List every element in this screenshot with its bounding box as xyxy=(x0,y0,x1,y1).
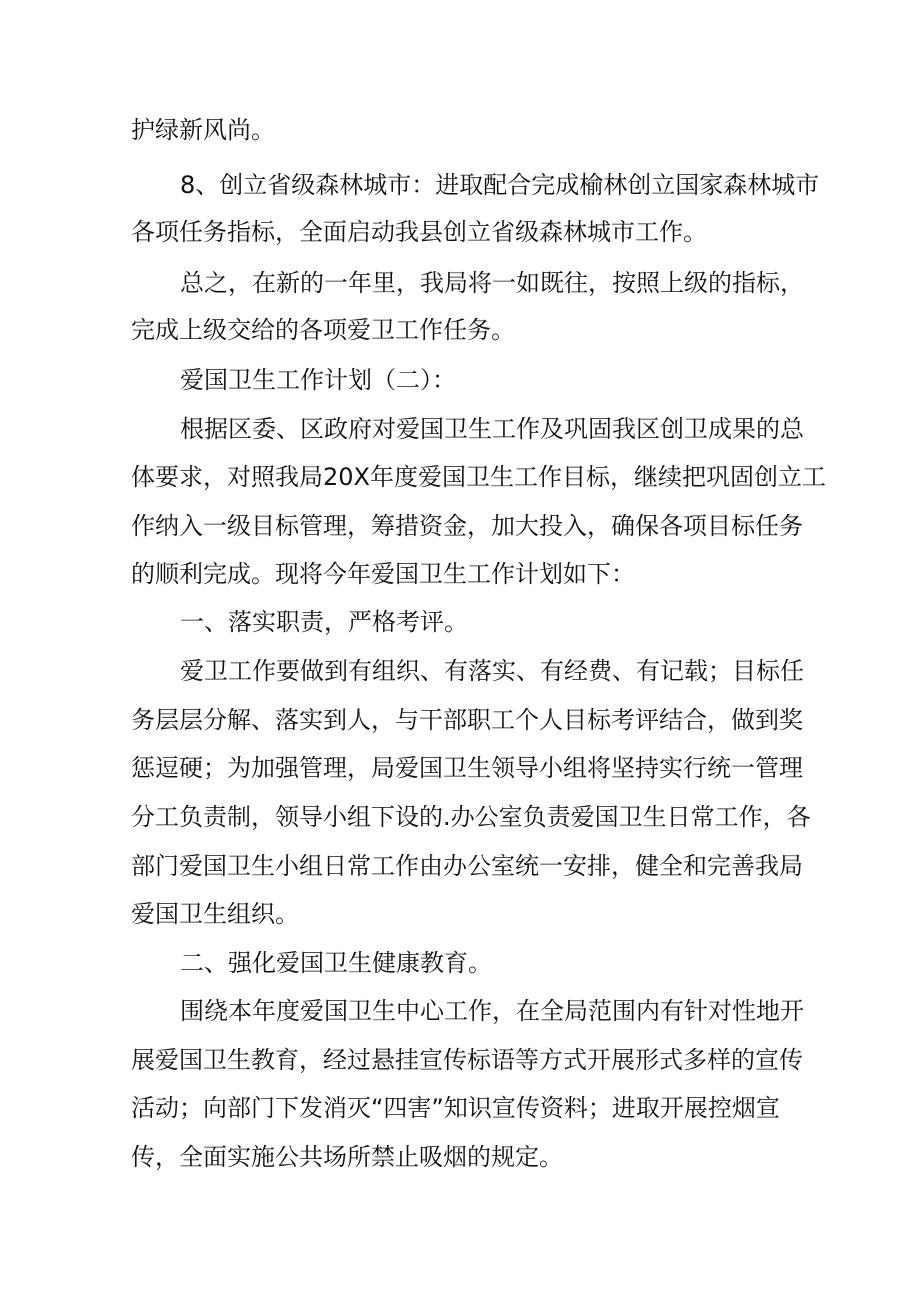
section-heading: 二、强化爱国卫生健康教育。 xyxy=(180,949,492,977)
text-line: 总之，在新的一年里，我局将一如既往，按照上级的指标， xyxy=(180,269,804,297)
text-line: 围绕本年度爱国卫生中心工作，在全局范围内有针对性地开 xyxy=(180,997,804,1025)
text-line: 惩逗硬；为加强管理，局爱国卫生领导小组将坚持实行统一管理 xyxy=(131,754,803,782)
text-line: 完成上级交给的各项爱卫工作任务。 xyxy=(131,316,515,344)
text-line: 各项任务指标，全面启动我县创立省级森林城市工作。 xyxy=(131,218,707,246)
text-line: 作纳入一级目标管理，筹措资金，加大投入，确保各项目标任务 xyxy=(131,512,803,540)
text-line: 展爱国卫生教育，经过悬挂宣传标语等方式开展形式多样的宣传 xyxy=(131,1046,803,1074)
text-line: 爱卫工作要做到有组织、有落实、有经费、有记载；目标任 xyxy=(180,657,804,685)
text-line: 分工负责制，领导小组下设的.办公室负责爱国卫生日常工作，各 xyxy=(131,803,811,831)
text-line: 传，全面实施公共场所禁止吸烟的规定。 xyxy=(131,1143,563,1171)
section-heading: 一、落实职责，严格考评。 xyxy=(180,608,468,636)
text-line: 活动；向部门下发消灭“四害”知识宣传资料；进取开展控烟宣 xyxy=(131,1094,780,1122)
text-line: 务层层分解、落实到人，与干部职工个人目标考评结合，做到奖 xyxy=(131,706,803,734)
text-line: 8、创立省级森林城市：进取配合完成榆林创立国家森林城市 xyxy=(180,171,820,199)
text-line: 根据区委、区政府对爱国卫生工作及巩固我区创卫成果的总 xyxy=(180,415,804,443)
text-line: 的顺利完成。现将今年爱国卫生工作计划如下： xyxy=(131,560,635,588)
text-line: 部门爱国卫生小组日常工作由办公室统一安排，健全和完善我局 xyxy=(131,852,803,880)
section-heading: 爱国卫生工作计划（二）： xyxy=(180,366,456,394)
text-line: 体要求，对照我局20X年度爱国卫生工作目标，继续把巩固创立工 xyxy=(131,463,826,491)
text-line: 爱国卫生组织。 xyxy=(131,900,299,928)
text-line: 护绿新风尚。 xyxy=(131,116,275,144)
